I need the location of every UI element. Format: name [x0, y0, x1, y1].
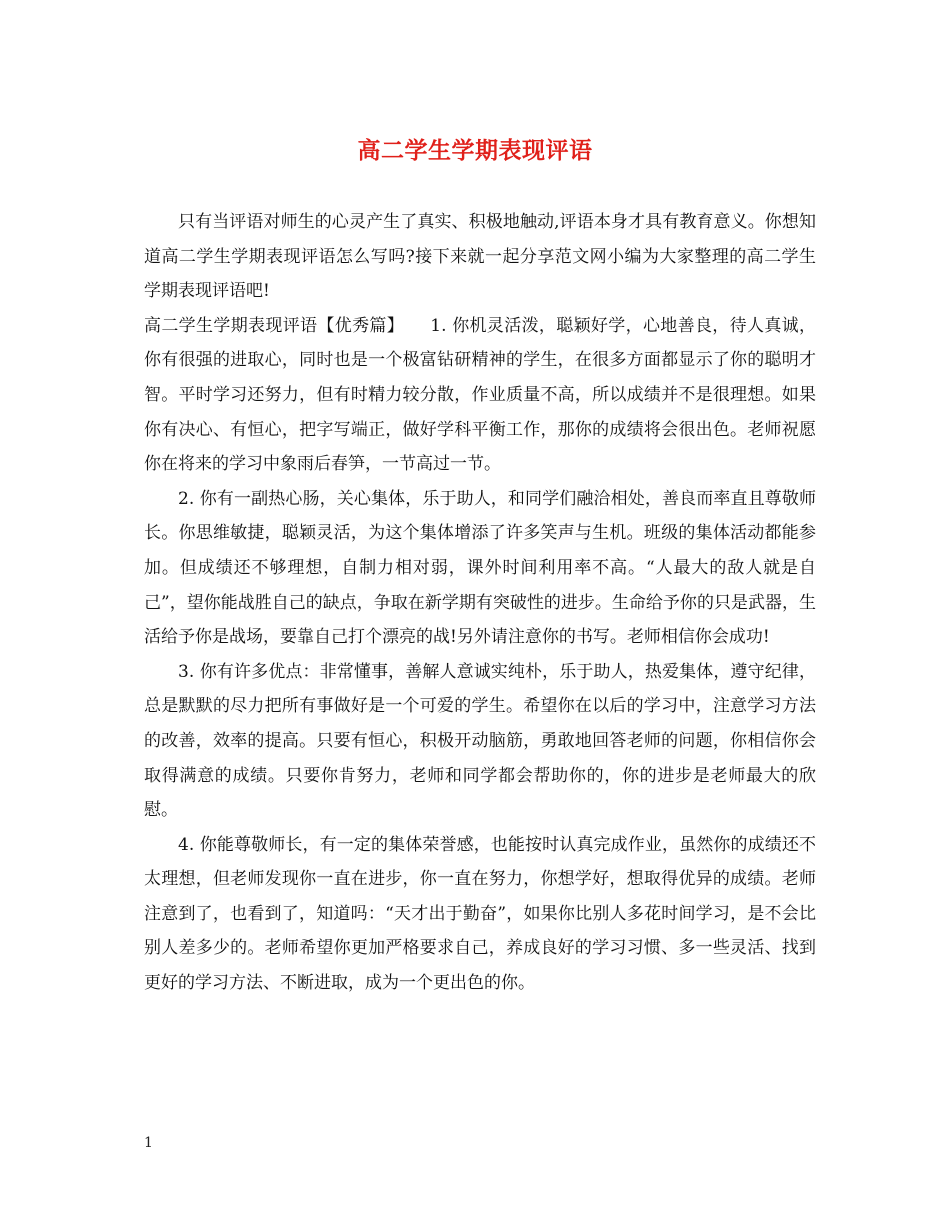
comment-paragraph-2: 2. 你有一副热心肠，关心集体，乐于助人，和同学们融洽相处，善良而率直且尊敬师长。你思维敏捷，聪颖灵活，为这个集体增添了许多笑声与生机。班级的集体活动都能参加。但成绩还不够理想，自制力相对弱，课外时间利用率不高。“人最大的敌人就是自己”，望你能战胜自己的缺点，争取在新学期有突破性的进步。生命给予你的只是武器，生活给予你是战场，要靠自己打个漂亮的战!另外请注意你的书写。老师相信你会成功! — [144, 488, 816, 648]
document-body — [144, 205, 816, 1001]
intro-paragraph: 只有当评语对师生的心灵产生了真实、积极地触动,评语本身才具有教育意义。你想知道高二学生学期表现评语怎么写吗?接下来就一起分享范文网小编为大家整理的高二学生学期表现评语吧! — [144, 212, 816, 302]
page-number: 1 — [144, 1135, 153, 1151]
comment-paragraph-4: 4. 你能尊敬师长，有一定的集体荣誉感，也能按时认真完成作业，虽然你的成绩还不太理想，但老师发现你一直在进步，你一直在努力，你想学好，想取得优异的成绩。老师注意到了，也看到了，知道吗：“天才出于勤奋”，如果你比别人多花时间学习，是不会比别人差多少的。老师希望你更加严格要求自己，养成良好的学习习惯、多一些灵活、找到更好的学习方法、不断进取，成为一个更出色的你。 — [144, 834, 816, 994]
comment-paragraph-3: 3. 你有许多优点：非常懂事，善解人意诚实纯朴，乐于助人，热爱集体，遵守纪律，总是默默的尽力把所有事做好是一个可爱的学生。希望你在以后的学习中，注意学习方法的改善，效率的提高。只要有恒心，积极开动脑筋，勇敢地回答老师的问题，你相信你会取得满意的成绩。只要你肯努力，老师和同学都会帮助你的，你的进步是老师最大的欣慰。 — [144, 661, 816, 821]
comment-paragraph-1: 高二学生学期表现评语【优秀篇】 1. 你机灵活泼，聪颖好学，心地善良，待人真诚，你有很强的进取心，同时也是一个极富钻研精神的学生，在很多方面都显示了你的聪明才智。平时学习还努力，但有时精力较分散，作业质量不高，所以成绩并不是很理想。如果你有决心、有恒心，把字写端正，做好学科平衡工作，那你的成绩将会很出色。老师祝愿你在将来的学习中象雨后春笋，一节高过一节。 — [144, 315, 816, 475]
page-title: 高二学生学期表现评语 — [357, 137, 593, 164]
